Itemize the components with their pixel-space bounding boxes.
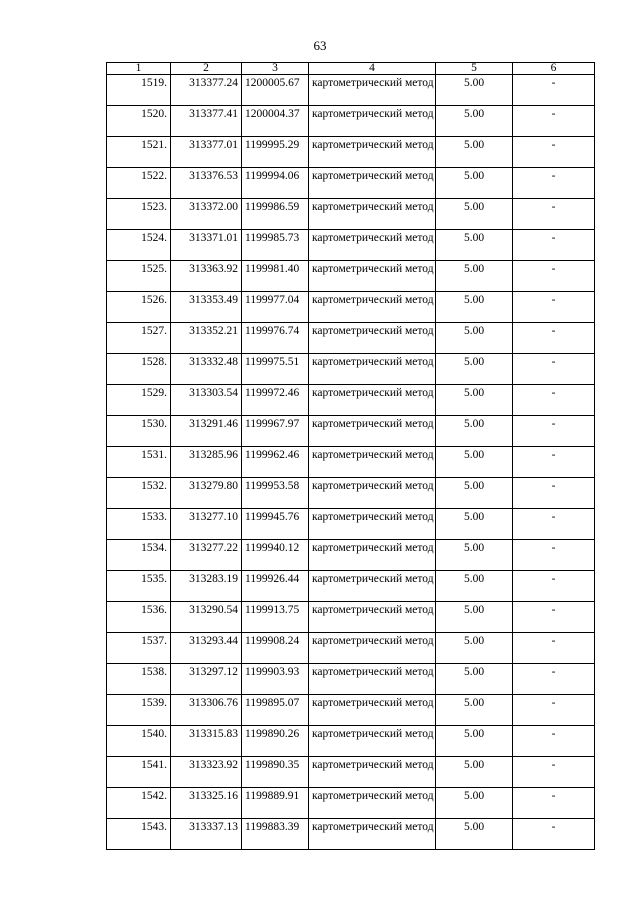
header-col-5: 5	[436, 63, 513, 75]
error-cell: 5.00	[436, 447, 513, 478]
note-cell: -	[513, 292, 595, 323]
y-coordinate-cell: 1199889.91	[242, 788, 309, 819]
error-cell: 5.00	[436, 261, 513, 292]
y-coordinate-cell: 1199981.40	[242, 261, 309, 292]
y-coordinate-cell: 1199977.04	[242, 292, 309, 323]
header-row	[107, 63, 595, 75]
x-coordinate-cell: 313279.80	[171, 478, 242, 509]
note-cell: -	[513, 354, 595, 385]
point-number-cell: 1532.	[107, 478, 171, 509]
y-coordinate-cell: 1199890.35	[242, 757, 309, 788]
x-coordinate-cell: 313337.13	[171, 819, 242, 850]
point-number-cell: 1541.	[107, 757, 171, 788]
point-number-cell: 1539.	[107, 695, 171, 726]
y-coordinate-cell: 1199962.46	[242, 447, 309, 478]
method-cell: картометрический метод	[309, 447, 436, 478]
x-coordinate-cell: 313315.83	[171, 726, 242, 757]
note-cell: -	[513, 478, 595, 509]
table-row	[107, 788, 595, 819]
point-number-cell: 1533.	[107, 509, 171, 540]
table-row	[107, 385, 595, 416]
method-cell: картометрический метод	[309, 385, 436, 416]
method-cell: картометрический метод	[309, 757, 436, 788]
method-cell: картометрический метод	[309, 323, 436, 354]
x-coordinate-cell: 313325.16	[171, 788, 242, 819]
header-col-6: 6	[513, 63, 595, 75]
y-coordinate-cell: 1199995.29	[242, 137, 309, 168]
table-row	[107, 571, 595, 602]
x-coordinate-cell: 313283.19	[171, 571, 242, 602]
point-number-cell: 1529.	[107, 385, 171, 416]
table-row	[107, 447, 595, 478]
table-row	[107, 416, 595, 447]
point-number-cell: 1522.	[107, 168, 171, 199]
method-cell: картометрический метод	[309, 788, 436, 819]
x-coordinate-cell: 313372.00	[171, 199, 242, 230]
note-cell: -	[513, 106, 595, 137]
x-coordinate-cell: 313285.96	[171, 447, 242, 478]
header-col-2: 2	[171, 63, 242, 75]
table-row	[107, 323, 595, 354]
note-cell: -	[513, 168, 595, 199]
note-cell: -	[513, 199, 595, 230]
y-coordinate-cell: 1200004.37	[242, 106, 309, 137]
table-row	[107, 137, 595, 168]
table-row	[107, 664, 595, 695]
note-cell: -	[513, 509, 595, 540]
method-cell: картометрический метод	[309, 354, 436, 385]
x-coordinate-cell: 313277.10	[171, 509, 242, 540]
point-number-cell: 1540.	[107, 726, 171, 757]
error-cell: 5.00	[436, 354, 513, 385]
y-coordinate-cell: 1199976.74	[242, 323, 309, 354]
error-cell: 5.00	[436, 478, 513, 509]
x-coordinate-cell: 313363.92	[171, 261, 242, 292]
point-number-cell: 1537.	[107, 633, 171, 664]
table-row	[107, 819, 595, 850]
method-cell: картометрический метод	[309, 106, 436, 137]
x-coordinate-cell: 313377.41	[171, 106, 242, 137]
method-cell: картометрический метод	[309, 478, 436, 509]
y-coordinate-cell: 1199985.73	[242, 230, 309, 261]
table-row	[107, 199, 595, 230]
x-coordinate-cell: 313352.21	[171, 323, 242, 354]
table-row	[107, 726, 595, 757]
y-coordinate-cell: 1199967.97	[242, 416, 309, 447]
y-coordinate-cell: 1199945.76	[242, 509, 309, 540]
note-cell: -	[513, 75, 595, 106]
error-cell: 5.00	[436, 695, 513, 726]
error-cell: 5.00	[436, 385, 513, 416]
x-coordinate-cell: 313290.54	[171, 602, 242, 633]
note-cell: -	[513, 540, 595, 571]
y-coordinate-cell: 1199986.59	[242, 199, 309, 230]
point-number-cell: 1527.	[107, 323, 171, 354]
method-cell: картометрический метод	[309, 819, 436, 850]
error-cell: 5.00	[436, 137, 513, 168]
x-coordinate-cell: 313353.49	[171, 292, 242, 323]
point-number-cell: 1543.	[107, 819, 171, 850]
note-cell: -	[513, 757, 595, 788]
y-coordinate-cell: 1199913.75	[242, 602, 309, 633]
point-number-cell: 1531.	[107, 447, 171, 478]
note-cell: -	[513, 602, 595, 633]
table-row	[107, 509, 595, 540]
y-coordinate-cell: 1199926.44	[242, 571, 309, 602]
y-coordinate-cell: 1199972.46	[242, 385, 309, 416]
page-number: 63	[313, 38, 327, 53]
point-number-cell: 1521.	[107, 137, 171, 168]
error-cell: 5.00	[436, 602, 513, 633]
y-coordinate-cell: 1199895.07	[242, 695, 309, 726]
table-row	[107, 261, 595, 292]
error-cell: 5.00	[436, 168, 513, 199]
method-cell: картометрический метод	[309, 540, 436, 571]
y-coordinate-cell: 1199975.51	[242, 354, 309, 385]
table-row	[107, 757, 595, 788]
x-coordinate-cell: 313303.54	[171, 385, 242, 416]
note-cell: -	[513, 261, 595, 292]
point-number-cell: 1523.	[107, 199, 171, 230]
method-cell: картометрический метод	[309, 168, 436, 199]
error-cell: 5.00	[436, 230, 513, 261]
point-number-cell: 1524.	[107, 230, 171, 261]
point-number-cell: 1542.	[107, 788, 171, 819]
table-row	[107, 292, 595, 323]
error-cell: 5.00	[436, 788, 513, 819]
note-cell: -	[513, 447, 595, 478]
x-coordinate-cell: 313371.01	[171, 230, 242, 261]
method-cell: картометрический метод	[309, 416, 436, 447]
table-row	[107, 695, 595, 726]
point-number-cell: 1535.	[107, 571, 171, 602]
point-number-cell: 1534.	[107, 540, 171, 571]
method-cell: картометрический метод	[309, 664, 436, 695]
point-number-cell: 1538.	[107, 664, 171, 695]
note-cell: -	[513, 788, 595, 819]
note-cell: -	[513, 819, 595, 850]
method-cell: картометрический метод	[309, 726, 436, 757]
header-col-4: 4	[309, 63, 436, 75]
x-coordinate-cell: 313293.44	[171, 633, 242, 664]
note-cell: -	[513, 416, 595, 447]
point-number-cell: 1526.	[107, 292, 171, 323]
header-col-1: 1	[107, 63, 171, 75]
method-cell: картометрический метод	[309, 695, 436, 726]
table-row	[107, 168, 595, 199]
x-coordinate-cell: 313332.48	[171, 354, 242, 385]
error-cell: 5.00	[436, 106, 513, 137]
point-number-cell: 1536.	[107, 602, 171, 633]
error-cell: 5.00	[436, 416, 513, 447]
x-coordinate-cell: 313323.92	[171, 757, 242, 788]
point-number-cell: 1528.	[107, 354, 171, 385]
error-cell: 5.00	[436, 726, 513, 757]
table-row	[107, 602, 595, 633]
note-cell: -	[513, 633, 595, 664]
table-row	[107, 106, 595, 137]
error-cell: 5.00	[436, 633, 513, 664]
error-cell: 5.00	[436, 571, 513, 602]
table-row	[107, 75, 595, 106]
note-cell: -	[513, 664, 595, 695]
x-coordinate-cell: 313306.76	[171, 695, 242, 726]
note-cell: -	[513, 726, 595, 757]
table-row	[107, 478, 595, 509]
note-cell: -	[513, 385, 595, 416]
y-coordinate-cell: 1199940.12	[242, 540, 309, 571]
x-coordinate-cell: 313377.24	[171, 75, 242, 106]
method-cell: картометрический метод	[309, 137, 436, 168]
method-cell: картометрический метод	[309, 75, 436, 106]
method-cell: картометрический метод	[309, 571, 436, 602]
note-cell: -	[513, 695, 595, 726]
point-number-cell: 1519.	[107, 75, 171, 106]
x-coordinate-cell: 313291.46	[171, 416, 242, 447]
y-coordinate-cell: 1200005.67	[242, 75, 309, 106]
y-coordinate-cell: 1199908.24	[242, 633, 309, 664]
method-cell: картометрический метод	[309, 199, 436, 230]
method-cell: картометрический метод	[309, 292, 436, 323]
method-cell: картометрический метод	[309, 230, 436, 261]
note-cell: -	[513, 323, 595, 354]
error-cell: 5.00	[436, 75, 513, 106]
error-cell: 5.00	[436, 540, 513, 571]
error-cell: 5.00	[436, 757, 513, 788]
method-cell: картометрический метод	[309, 633, 436, 664]
method-cell: картометрический метод	[309, 261, 436, 292]
method-cell: картометрический метод	[309, 509, 436, 540]
note-cell: -	[513, 137, 595, 168]
note-cell: -	[513, 571, 595, 602]
table-row	[107, 633, 595, 664]
y-coordinate-cell: 1199883.39	[242, 819, 309, 850]
point-number-cell: 1525.	[107, 261, 171, 292]
method-cell: картометрический метод	[309, 602, 436, 633]
header-col-3: 3	[242, 63, 309, 75]
coordinates-table	[106, 62, 595, 850]
point-number-cell: 1530.	[107, 416, 171, 447]
error-cell: 5.00	[436, 292, 513, 323]
y-coordinate-cell: 1199890.26	[242, 726, 309, 757]
note-cell: -	[513, 230, 595, 261]
table-header	[107, 63, 595, 75]
error-cell: 5.00	[436, 509, 513, 540]
x-coordinate-cell: 313376.53	[171, 168, 242, 199]
table-body	[107, 75, 595, 850]
error-cell: 5.00	[436, 664, 513, 695]
error-cell: 5.00	[436, 199, 513, 230]
x-coordinate-cell: 313297.12	[171, 664, 242, 695]
table-row	[107, 540, 595, 571]
error-cell: 5.00	[436, 819, 513, 850]
y-coordinate-cell: 1199994.06	[242, 168, 309, 199]
point-number-cell: 1520.	[107, 106, 171, 137]
x-coordinate-cell: 313377.01	[171, 137, 242, 168]
y-coordinate-cell: 1199953.58	[242, 478, 309, 509]
table-row	[107, 230, 595, 261]
table-row	[107, 354, 595, 385]
x-coordinate-cell: 313277.22	[171, 540, 242, 571]
y-coordinate-cell: 1199903.93	[242, 664, 309, 695]
error-cell: 5.00	[436, 323, 513, 354]
